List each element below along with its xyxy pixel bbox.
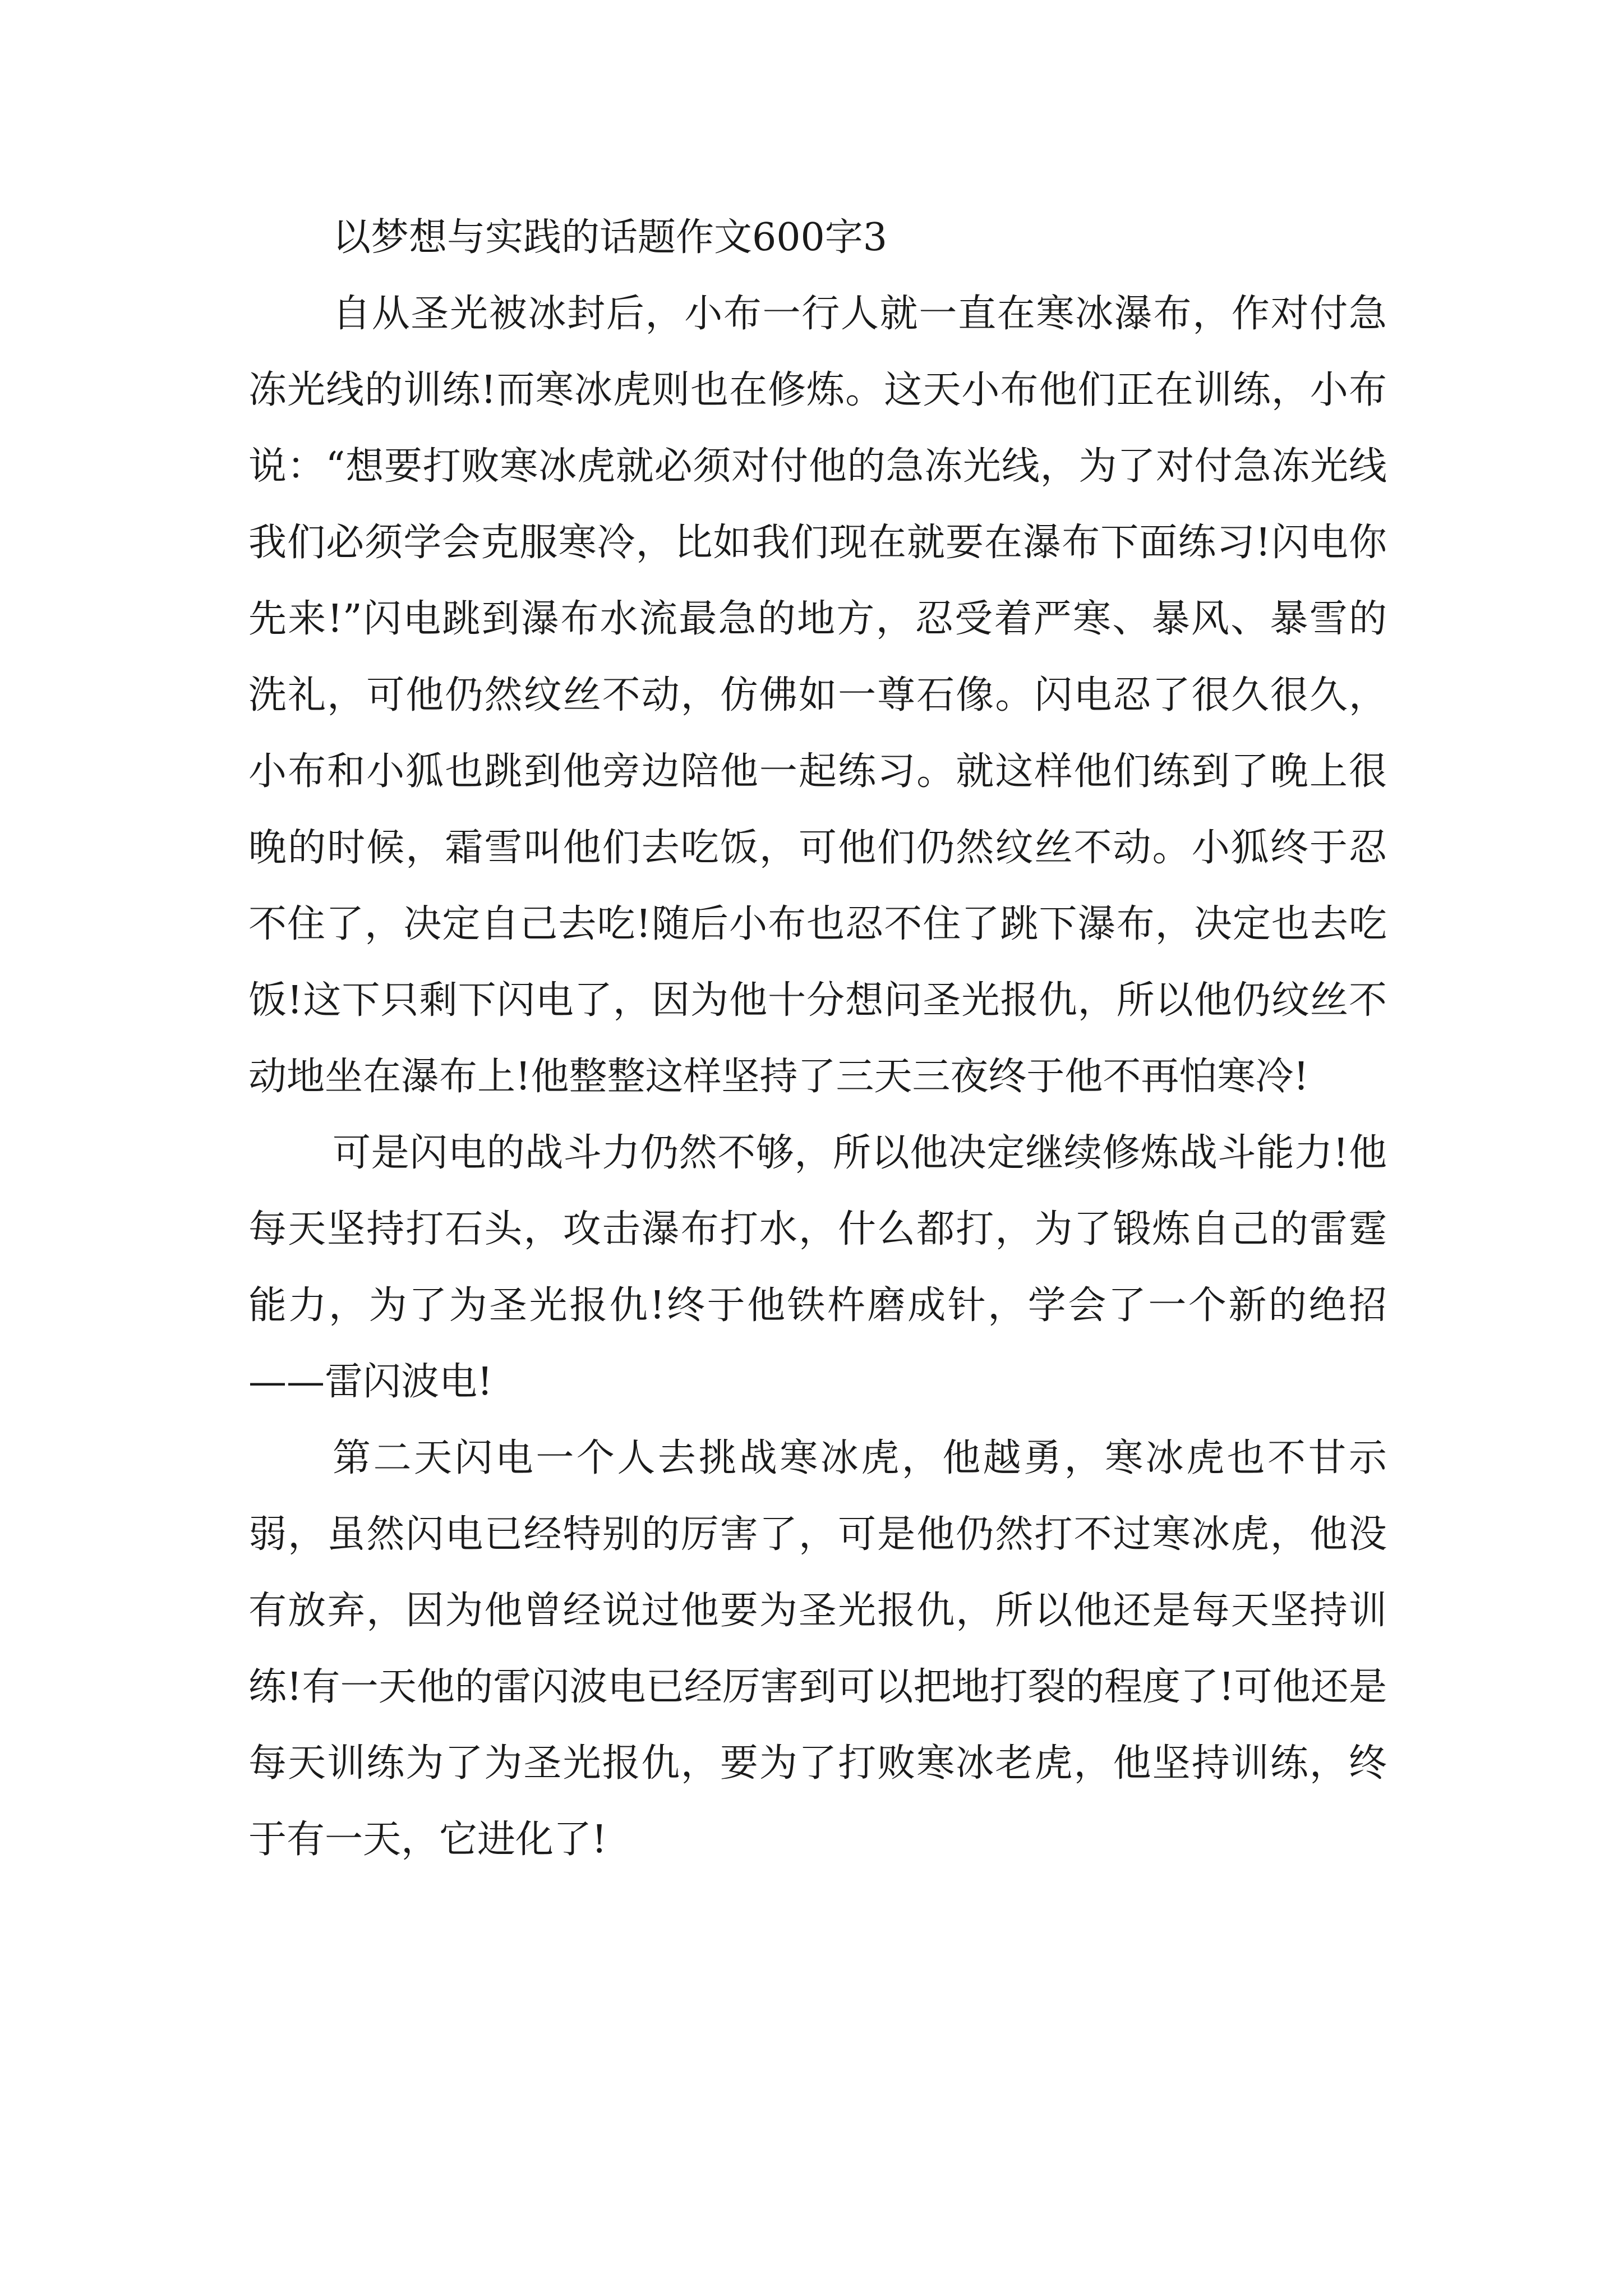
document-title: 以梦想与实践的话题作文600字3 xyxy=(333,215,888,260)
document-body xyxy=(248,200,1387,1878)
paragraph-1: 自从圣光被冰封后，小布一行人就一直在寒冰瀑布，作对付急冻光线的训练!而寒冰虎则也在修炼。这天小布他们正在训练，小布说：“想要打败寒冰虎就必须对付他的急冻光线，为了对付急冻光线我们必须学会克服寒冷，比如我们现在就要在瀑布下面练习!闪电你先来!”闪电跳到瀑布水流最急的地方，忍受着严寒、暴风、暴雪的洗礼，可他仍然纹丝不动，仿佛如一尊石像。闪电忍了很久很久，小布和小狐也跳到他旁边陪他一起练习。就这样他们练到了晚上很晚的时候，霜雪叫他们去吃饭，可他们仍然纹丝不动。小狐终于忍不住了，决定自己去吃!随后小布也忍不住了跳下瀑布，决定也去吃饭!这下只剩下闪电了，因为他十分想问圣光报仇，所以他仍纹丝不动地坐在瀑布上!他整整这样坚持了三天三夜终于他不再怕寒冷! xyxy=(248,292,1387,1099)
paragraph-2: 可是闪电的战斗力仍然不够，所以他决定继续修炼战斗能力!他每天坚持打石头，攻击瀑布打水，什么都打，为了锻炼自己的雷霆能力，为了为圣光报仇!终于他铁杵磨成针，学会了一个新的绝招——雷闪波电! xyxy=(248,1131,1387,1404)
paragraph-3: 第二天闪电一个人去挑战寒冰虎，他越勇，寒冰虎也不甘示弱，虽然闪电已经特别的厉害了，可是他仍然打不过寒冰虎，他没有放弃，因为他曾经说过他要为圣光报仇，所以他还是每天坚持训练!有一天他的雷闪波电已经厉害到可以把地打裂的程度了!可他还是每天训练为了为圣光报仇，要为了打败寒冰老虎，他坚持训练，终于有一天，它进化了! xyxy=(248,1436,1387,1862)
